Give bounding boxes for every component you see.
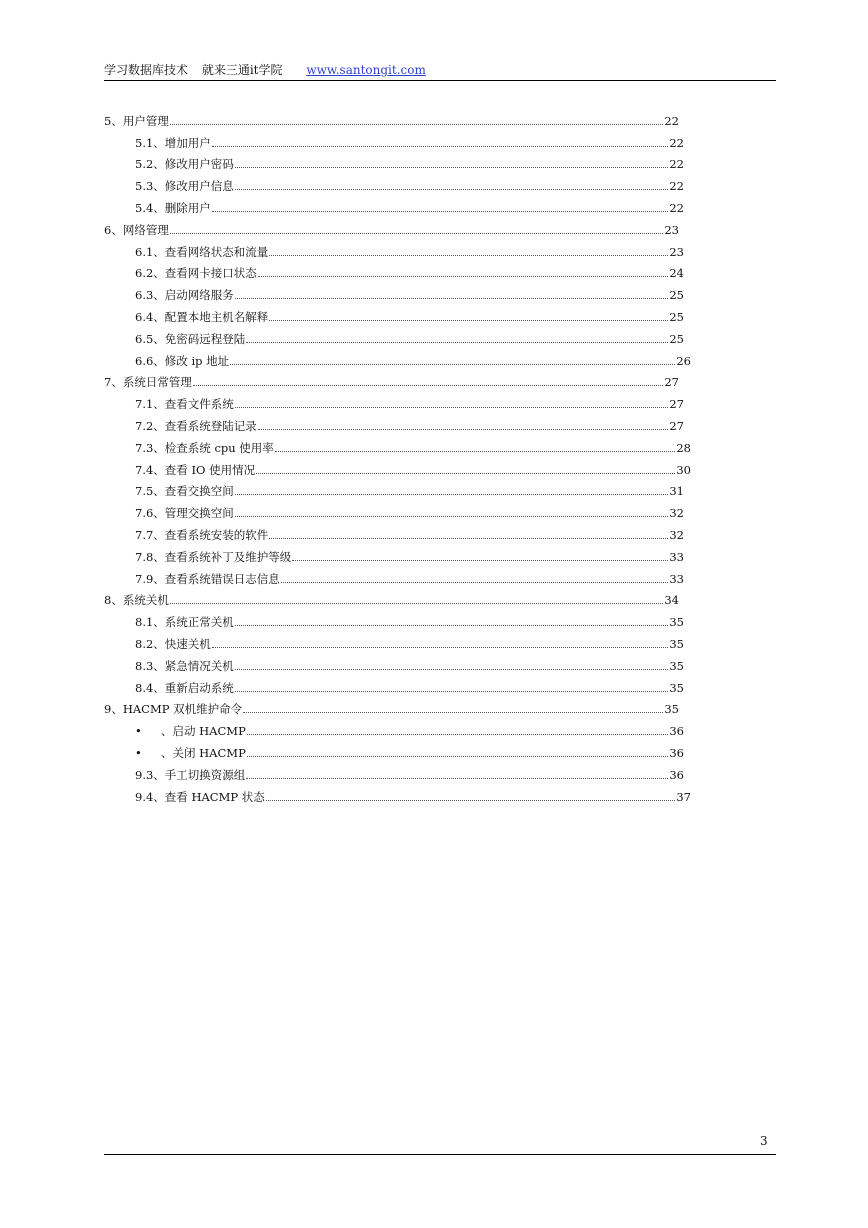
toc-entry-label: 6.2、查看网卡接口状态 [135, 266, 257, 281]
toc-entry-label: 5.2、修改用户密码 [135, 157, 234, 172]
toc-entry-page: 25 [669, 309, 684, 324]
toc-entry-section[interactable] [104, 520, 684, 542]
toc-entry-section[interactable] [104, 716, 684, 738]
dot-leader [235, 516, 669, 517]
dot-leader [235, 189, 669, 190]
toc-entry-label: 6.4、配置本地主机名解释 [135, 309, 269, 324]
dot-leader [170, 124, 664, 125]
toc-entry-label: 8.2、快速关机 [135, 636, 211, 651]
toc-entry-label: 7.8、查看系统补丁及维护等级 [135, 549, 292, 564]
toc-entry-page: 32 [669, 527, 684, 542]
toc-entry-chapter[interactable] [104, 368, 679, 390]
toc-entry-label: 5.3、修改用户信息 [135, 179, 234, 194]
toc-entry-label: 、关闭 HACMP [161, 745, 246, 760]
header-rule [104, 80, 776, 81]
bullet-icon: • [135, 745, 142, 760]
website-link[interactable]: www.santongit.com [306, 63, 426, 77]
toc-entry-page: 35 [664, 702, 679, 717]
toc-entry-label: 7.6、管理交换空间 [135, 506, 234, 521]
toc-entry-section[interactable] [104, 389, 684, 411]
toc-entry-label: 5、用户管理 [104, 113, 169, 128]
toc-entry-page: 22 [669, 200, 684, 215]
dot-leader [170, 233, 664, 234]
toc-entry-section[interactable] [104, 193, 684, 215]
toc-entry-page: 34 [664, 593, 679, 608]
dot-leader [235, 691, 669, 692]
toc-entry-page: 35 [669, 680, 684, 695]
footer-rule [104, 1154, 776, 1155]
dot-leader [235, 298, 669, 299]
toc-entry-label: 6.5、免密码远程登陆 [135, 331, 246, 346]
toc-entry-section[interactable] [104, 171, 684, 193]
toc-entry-chapter[interactable] [104, 695, 679, 717]
toc-entry-label: 7.5、查看交换空间 [135, 484, 234, 499]
toc-entry-page: 30 [676, 462, 691, 477]
dot-leader [275, 451, 676, 452]
dot-leader [258, 276, 669, 277]
toc-entry-label: 7.3、检查系统 cpu 使用率 [135, 440, 274, 455]
toc-entry-section[interactable] [104, 433, 691, 455]
toc-entry-page: 23 [669, 244, 684, 259]
toc-entry-page: 22 [669, 157, 684, 172]
dot-leader [235, 407, 669, 408]
toc-entry-label: 、启动 HACMP [161, 724, 246, 739]
toc-entry-section[interactable] [104, 346, 691, 368]
toc-entry-section[interactable] [104, 455, 691, 477]
toc-entry-section[interactable] [104, 237, 684, 259]
toc-entry-page: 27 [669, 397, 684, 412]
toc-entry-section[interactable] [104, 738, 684, 760]
toc-entry-label: 7.7、查看系统安装的软件 [135, 527, 269, 542]
toc-entry-page: 27 [669, 418, 684, 433]
toc-entry-page: 35 [669, 658, 684, 673]
dot-leader [247, 756, 669, 757]
toc-entry-page: 36 [669, 724, 684, 739]
toc-entry-page: 35 [669, 615, 684, 630]
dot-leader [269, 538, 668, 539]
dot-leader [281, 582, 669, 583]
toc-entry-section[interactable] [104, 564, 684, 586]
dot-leader [230, 364, 675, 365]
toc-entry-label: 7.9、查看系统错误日志信息 [135, 571, 280, 586]
toc-entry-section[interactable] [104, 760, 684, 782]
toc-entry-page: 22 [664, 113, 679, 128]
toc-entry-page: 22 [669, 135, 684, 150]
page-number: 3 [760, 1134, 768, 1148]
dot-leader [193, 385, 664, 386]
toc-entry-section[interactable] [104, 324, 684, 346]
toc-entry-label: 8.4、重新启动系统 [135, 680, 234, 695]
toc-entry-page: 24 [669, 266, 684, 281]
header-subtitle: 就来三通it学院 [201, 63, 283, 77]
toc-entry-label: 7.2、查看系统登陆记录 [135, 418, 257, 433]
table-of-contents [104, 106, 704, 804]
toc-entry-page: 36 [669, 767, 684, 782]
toc-entry-page: 35 [669, 636, 684, 651]
toc-entry-label: 7、系统日常管理 [104, 375, 192, 390]
dot-leader [247, 734, 669, 735]
toc-entry-section[interactable] [104, 150, 684, 172]
toc-entry-label: 6.1、查看网络状态和流量 [135, 244, 269, 259]
dot-leader [258, 429, 669, 430]
dot-leader [212, 211, 669, 212]
dot-leader [235, 625, 669, 626]
toc-entry-page: 36 [669, 745, 684, 760]
dot-leader [266, 800, 676, 801]
dot-leader [269, 320, 668, 321]
toc-entry-page: 25 [669, 288, 684, 303]
toc-entry-page: 25 [669, 331, 684, 346]
toc-entry-page: 28 [676, 440, 691, 455]
toc-entry-label: 8.1、系统正常关机 [135, 615, 234, 630]
toc-entry-chapter[interactable] [104, 215, 679, 237]
toc-entry-page: 26 [676, 353, 691, 368]
toc-entry-label: 8.3、紧急情况关机 [135, 658, 234, 673]
dot-leader [212, 647, 669, 648]
toc-entry-label: 9.3、手工切换资源组 [135, 767, 246, 782]
toc-entry-label: 6.6、修改 ip 地址 [135, 353, 230, 368]
toc-entry-page: 37 [676, 789, 691, 804]
toc-entry-section[interactable] [104, 280, 684, 302]
dot-leader [235, 669, 669, 670]
toc-entry-label: 5.1、增加用户 [135, 135, 211, 150]
toc-entry-label: 7.4、查看 IO 使用情况 [135, 462, 256, 477]
toc-entry-label: 6、网络管理 [104, 222, 169, 237]
toc-entry-page: 33 [669, 571, 684, 586]
toc-entry-section[interactable] [104, 542, 684, 564]
dot-leader [235, 494, 669, 495]
toc-entry-section[interactable] [104, 651, 684, 673]
toc-entry-section[interactable] [104, 411, 684, 433]
dot-leader [246, 342, 668, 343]
page-header [104, 62, 776, 80]
toc-entry-section[interactable] [104, 629, 684, 651]
toc-entry-page: 33 [669, 549, 684, 564]
toc-entry-chapter[interactable] [104, 586, 679, 608]
bullet-icon: • [135, 724, 142, 739]
header-title: 学习数据库技术 [104, 63, 189, 77]
dot-leader [269, 255, 668, 256]
toc-entry-page: 22 [669, 179, 684, 194]
dot-leader [243, 712, 663, 713]
toc-entry-label: 9.4、查看 HACMP 状态 [135, 789, 265, 804]
toc-entry-section[interactable] [104, 782, 691, 804]
toc-entry-label: 6.3、启动网络服务 [135, 288, 234, 303]
toc-entry-chapter[interactable] [104, 106, 679, 128]
toc-entry-page: 32 [669, 506, 684, 521]
toc-entry-label: 9、HACMP 双机维护命令 [104, 702, 243, 717]
toc-entry-label: 7.1、查看文件系统 [135, 397, 234, 412]
dot-leader [170, 603, 664, 604]
toc-entry-section[interactable] [104, 673, 684, 695]
toc-entry-section[interactable] [104, 498, 684, 520]
toc-entry-page: 27 [664, 375, 679, 390]
toc-entry-section[interactable] [104, 477, 684, 499]
dot-leader [246, 778, 668, 779]
toc-entry-section[interactable] [104, 259, 684, 281]
toc-entry-label: 8、系统关机 [104, 593, 169, 608]
toc-entry-page: 23 [664, 222, 679, 237]
toc-entry-section[interactable] [104, 607, 684, 629]
toc-entry-section[interactable] [104, 128, 684, 150]
dot-leader [292, 560, 668, 561]
toc-entry-label: 5.4、删除用户 [135, 200, 211, 215]
dot-leader [256, 473, 675, 474]
dot-leader [212, 146, 669, 147]
dot-leader [235, 167, 669, 168]
toc-entry-section[interactable] [104, 302, 684, 324]
toc-entry-page: 31 [669, 484, 684, 499]
